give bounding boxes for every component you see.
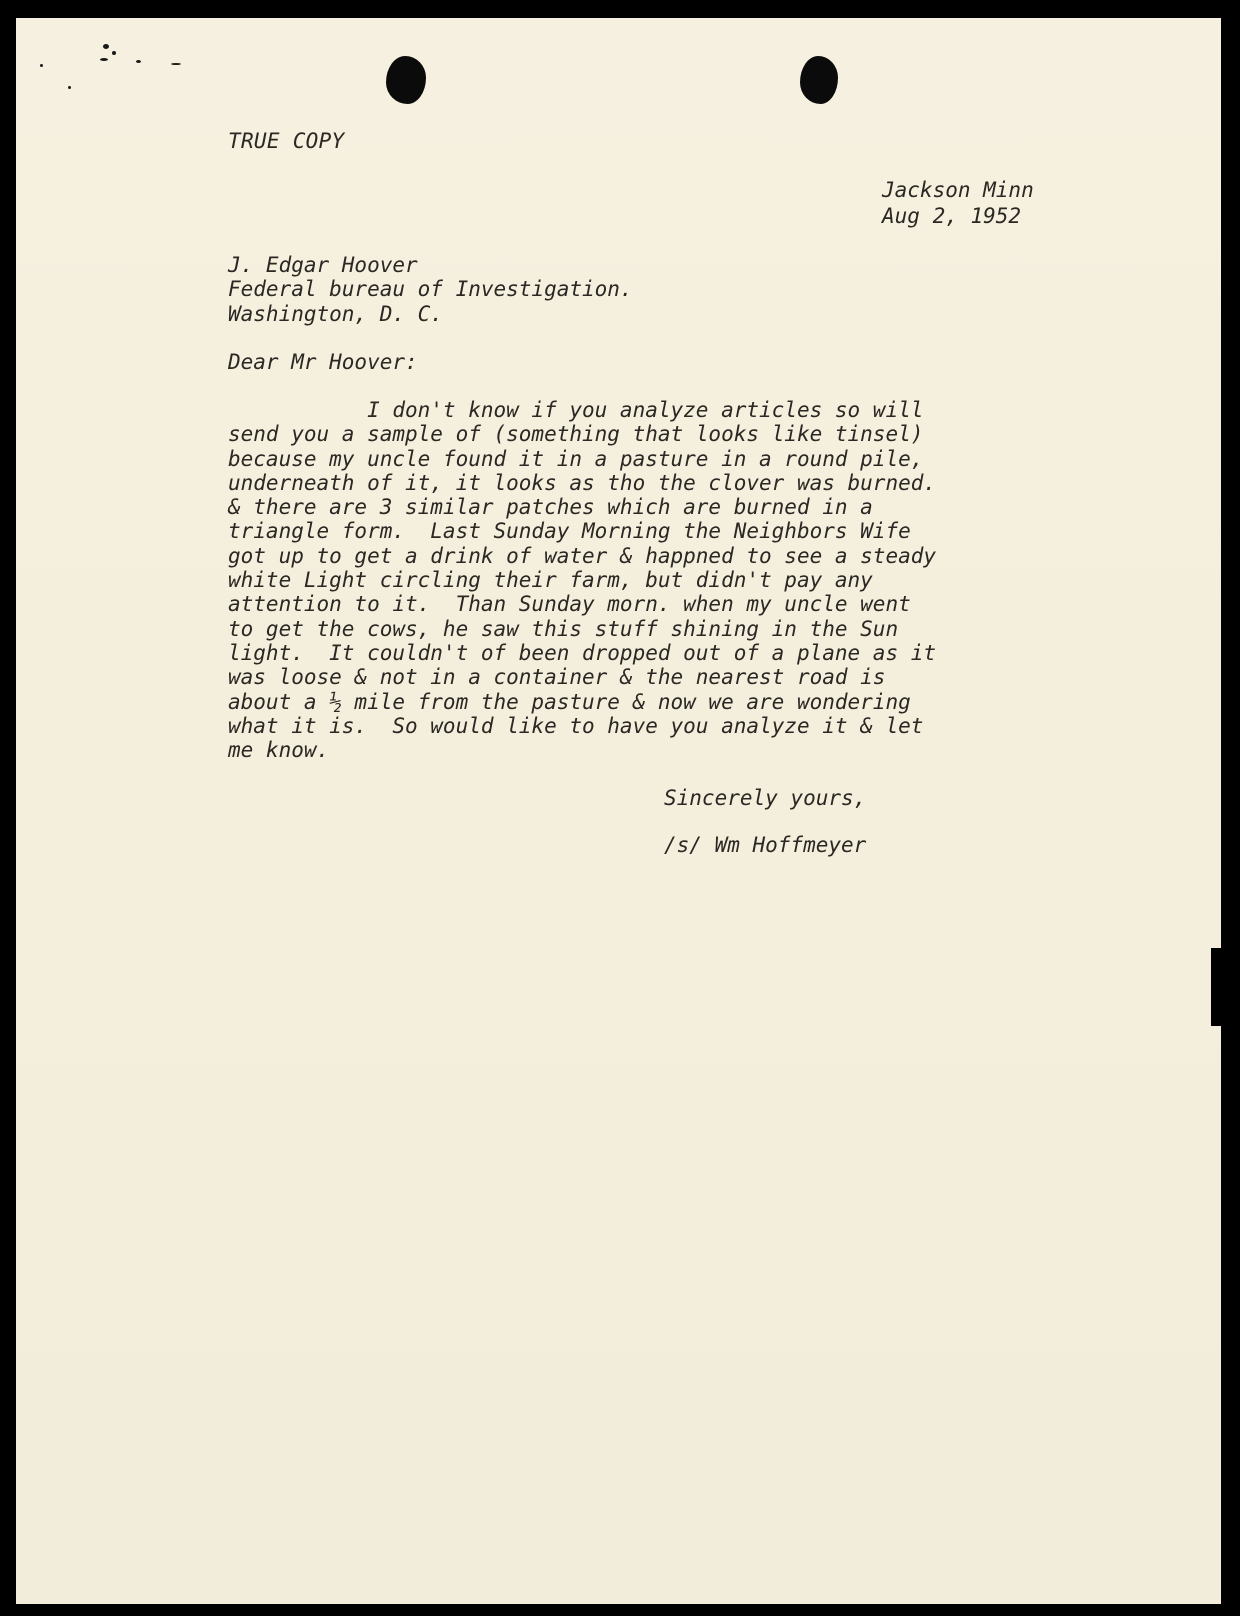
- ink-speck: [100, 58, 108, 61]
- body-line: I don't know if you analyze articles so will: [228, 398, 924, 422]
- body-line: send you a sample of (something that looks like tinsel): [228, 422, 924, 447]
- body-line: triangle form. Last Sunday Morning the Neighbors Wife: [228, 519, 911, 544]
- body-line: because my uncle found it in a pasture in a round pile,: [228, 446, 924, 471]
- recipient-city: Washington, D. C.: [228, 302, 443, 326]
- body-line: about a ½ mile from the pasture & now we are wondering: [228, 689, 911, 714]
- ink-speck: [103, 44, 109, 49]
- letter-date: Aug 2, 1952: [882, 204, 1022, 228]
- punch-hole-right: [800, 56, 838, 104]
- true-copy-stamp: TRUE COPY: [228, 129, 345, 153]
- edge-tab: [1211, 948, 1221, 1026]
- ink-speck: [40, 64, 43, 67]
- body-line: got up to get a drink of water & happned to see a steady: [228, 543, 937, 568]
- letter-body: [228, 398, 936, 762]
- salutation: Dear Mr Hoover:: [228, 350, 418, 374]
- ink-speck: [68, 86, 71, 89]
- ink-speck: [171, 63, 181, 65]
- sender-location: Jackson Minn: [882, 178, 1034, 202]
- recipient-name: J. Edgar Hoover: [228, 253, 418, 277]
- body-line: what it is. So would like to have you analyze it & let: [228, 713, 924, 738]
- body-line: to get the cows, he saw this stuff shining in the Sun: [228, 616, 899, 641]
- body-line: underneath of it, it looks as tho the clover was burned.: [228, 470, 937, 495]
- body-line: attention to it. Than Sunday morn. when my uncle went: [228, 592, 911, 617]
- body-line: & there are 3 similar patches which are burned in a: [228, 495, 873, 520]
- ink-speck: [136, 60, 141, 63]
- signature-line: /s/ Wm Hoffmeyer: [664, 833, 867, 857]
- body-line: light. It couldn't of been dropped out of a plane as it: [228, 640, 937, 665]
- complimentary-close: Sincerely yours,: [664, 786, 867, 810]
- recipient-organization: Federal bureau of Investigation.: [228, 277, 633, 301]
- letter-page: [16, 18, 1221, 1604]
- body-line: was loose & not in a container & the nearest road is: [228, 665, 886, 690]
- body-line: me know.: [228, 738, 330, 763]
- ink-speck: [112, 51, 116, 55]
- body-line: white Light circling their farm, but didn't pay any: [228, 568, 873, 593]
- punch-hole-left: [386, 56, 426, 104]
